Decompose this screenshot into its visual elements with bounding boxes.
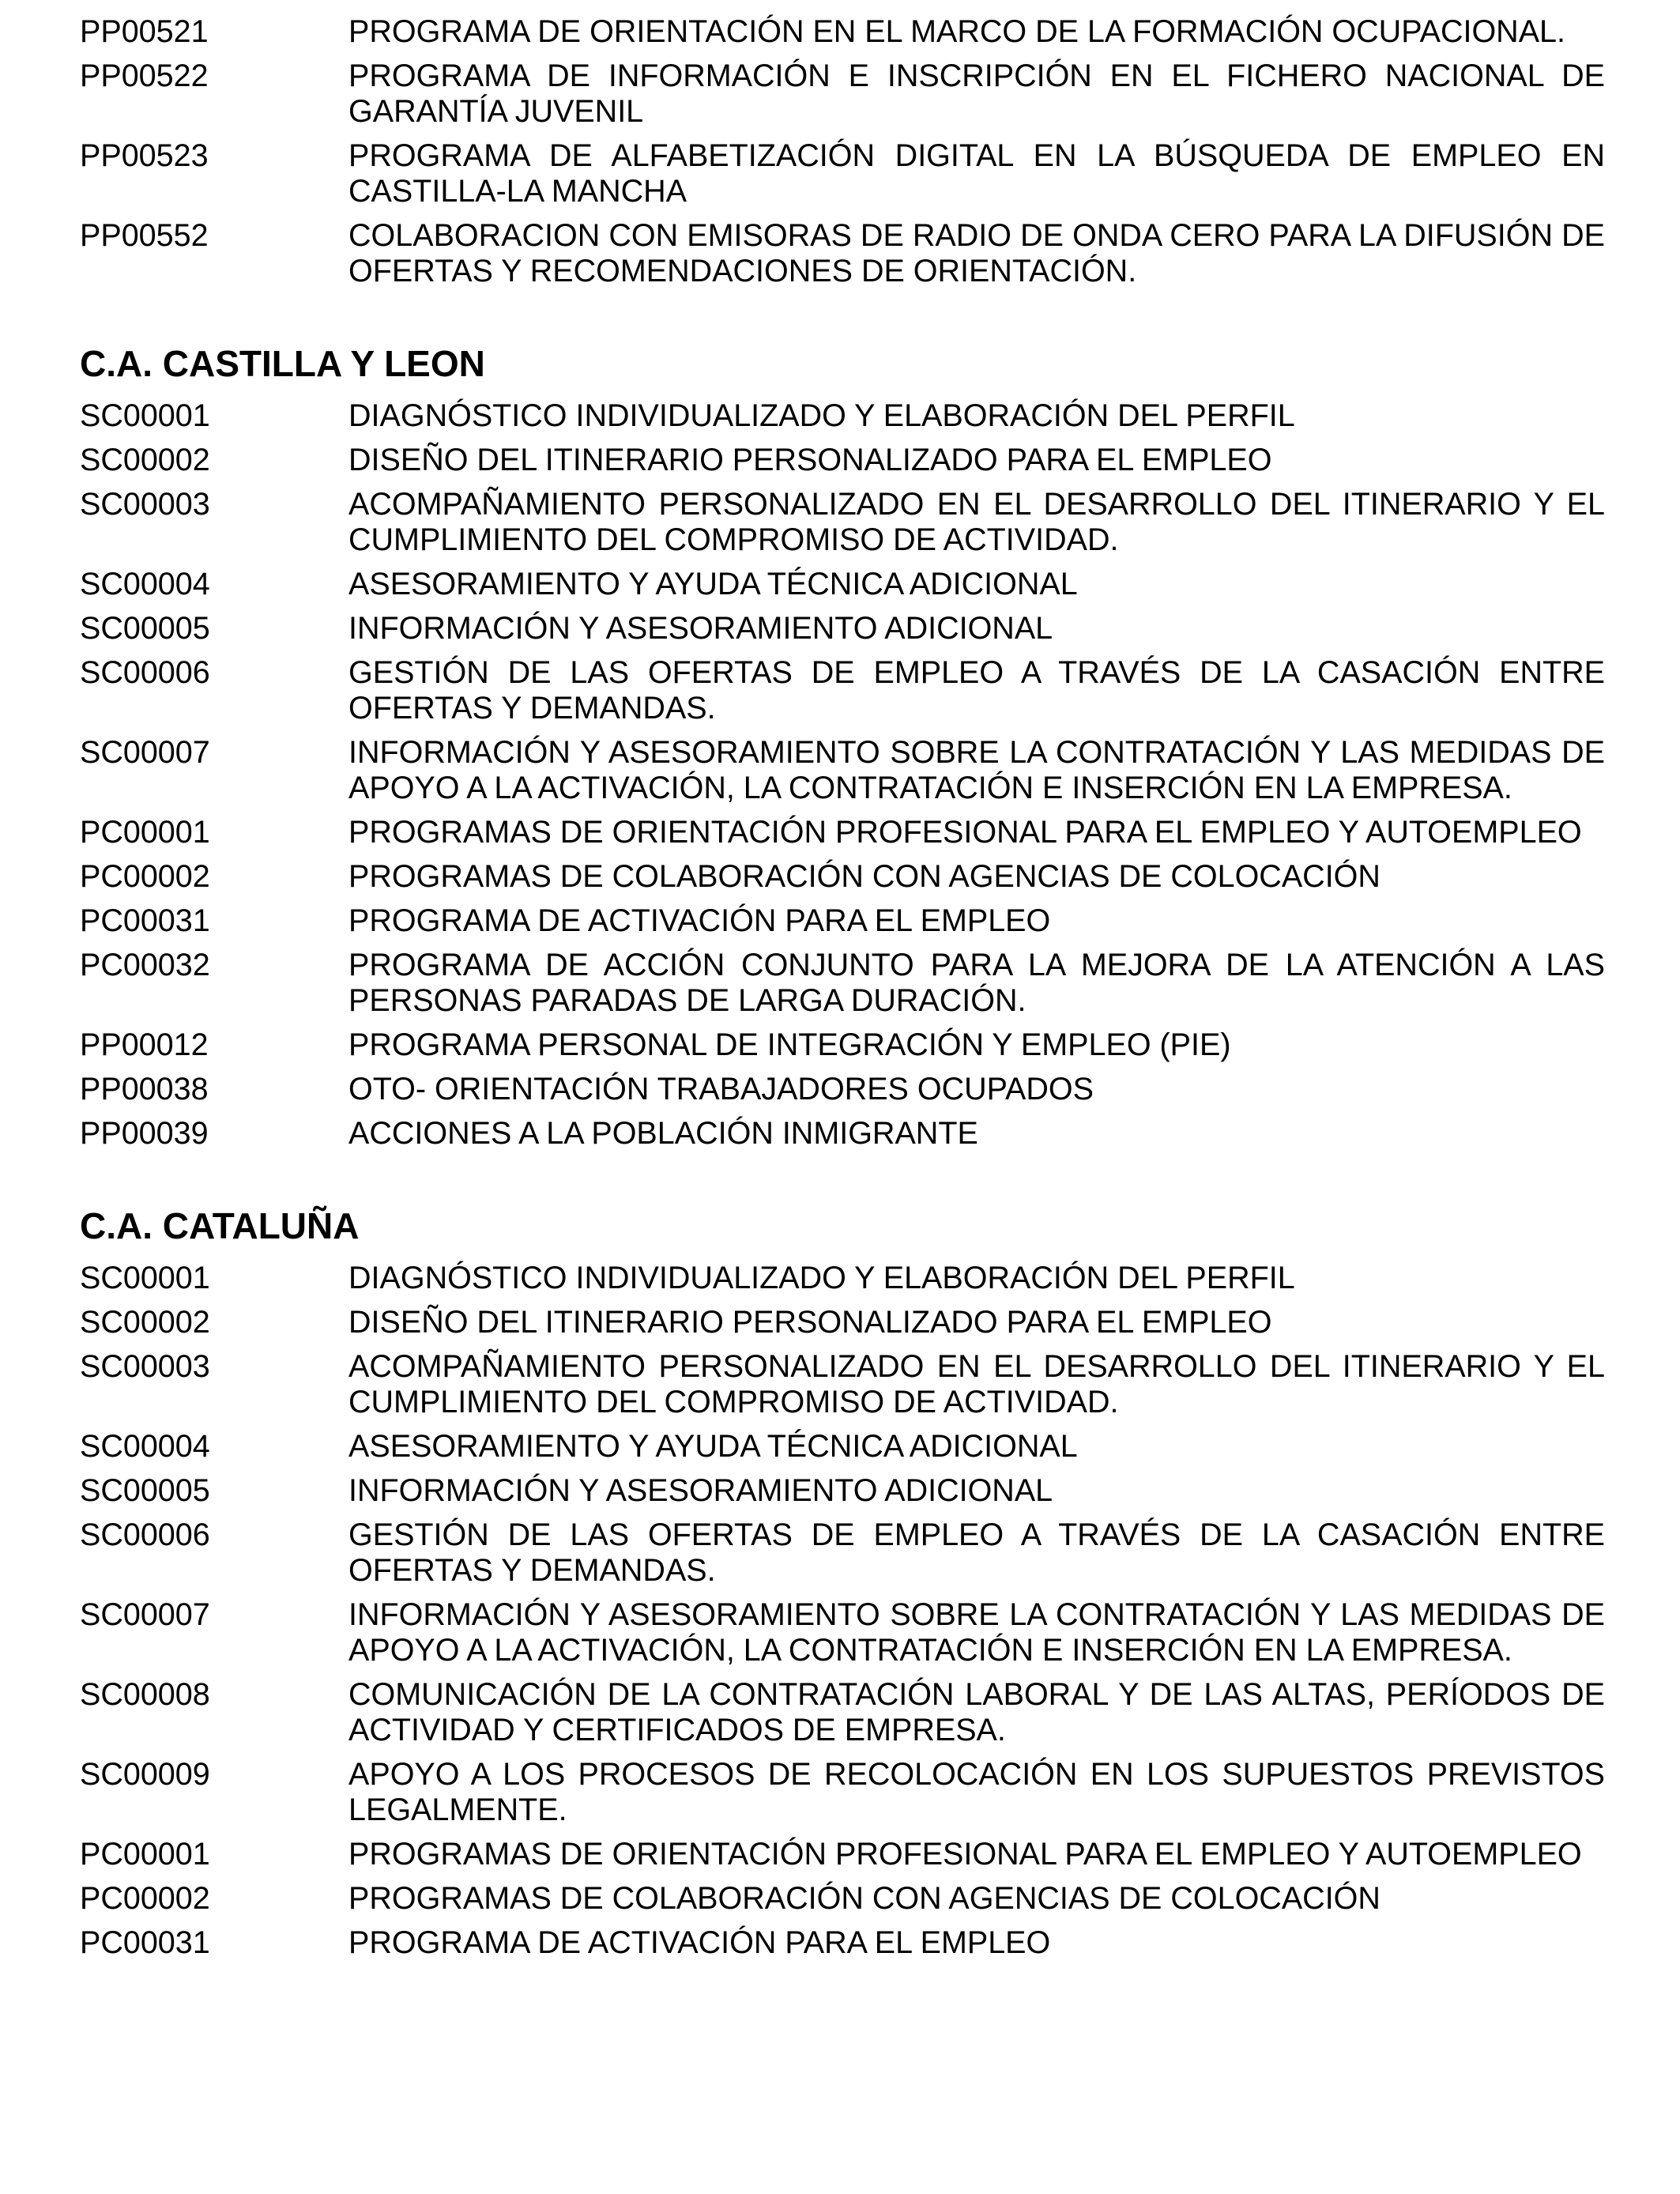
program-description: ASESORAMIENTO Y AYUDA TÉCNICA ADICIONAL xyxy=(348,1429,1078,1464)
program-description: ACCIONES A LA POBLACIÓN INMIGRANTE xyxy=(348,1116,978,1151)
program-description: PROGRAMA DE ACTIVACIÓN PARA EL EMPLEO xyxy=(348,1925,1051,1960)
program-description: ACOMPAÑAMIENTO PERSONALIZADO EN EL DESARROLLO DEL ITINERARIO Y EL CUMPLIMIENTO DEL COMPROMISO DE ACTIVIDAD. xyxy=(348,1349,1605,1419)
list-item xyxy=(80,1473,1605,1509)
program-description: ACOMPAÑAMIENTO PERSONALIZADO EN EL DESARROLLO DEL ITINERARIO Y EL CUMPLIMIENTO DEL COMPROMISO DE ACTIVIDAD. xyxy=(348,487,1605,557)
program-description: COMUNICACIÓN DE LA CONTRATACIÓN LABORAL Y DE LAS ALTAS, PERÍODOS DE ACTIVIDAD Y CERTIFICADOS DE EMPRESA. xyxy=(348,1677,1605,1747)
program-code: PP00012 xyxy=(80,1027,209,1062)
program-code: PC00001 xyxy=(80,815,210,850)
program-code: PC00002 xyxy=(80,859,210,894)
list-item xyxy=(80,1116,1605,1152)
section-cataluna xyxy=(80,1204,1605,1961)
program-code: SC00007 xyxy=(80,1597,210,1632)
program-code: SC00003 xyxy=(80,487,210,522)
list-item xyxy=(80,567,1605,602)
document-page xyxy=(80,14,1605,1970)
program-description: PROGRAMAS DE COLABORACIÓN CON AGENCIAS DE COLOCACIÓN xyxy=(348,1881,1381,1916)
program-code: PC00001 xyxy=(80,1837,210,1872)
program-description: COLABORACION CON EMISORAS DE RADIO DE ONDA CERO PARA LA DIFUSIÓN DE OFERTAS Y RECOMENDACIONES DE ORIENTACIÓN. xyxy=(348,218,1605,288)
list-item xyxy=(80,58,1605,130)
list-item xyxy=(80,1305,1605,1340)
program-code: PP00522 xyxy=(80,58,209,93)
program-description: PROGRAMAS DE ORIENTACIÓN PROFESIONAL PARA EL EMPLEO Y AUTOEMPLEO xyxy=(348,815,1582,850)
program-description: DIAGNÓSTICO INDIVIDUALIZADO Y ELABORACIÓN DEL PERFIL xyxy=(348,1261,1295,1295)
list-item xyxy=(80,1677,1605,1748)
list-item xyxy=(80,1597,1605,1668)
program-description: PROGRAMA DE ALFABETIZACIÓN DIGITAL EN LA BÚSQUEDA DE EMPLEO EN CASTILLA-LA MANCHA xyxy=(348,138,1605,209)
list-item xyxy=(80,1349,1605,1420)
program-code: SC00002 xyxy=(80,443,210,477)
program-description: DISEÑO DEL ITINERARIO PERSONALIZADO PARA EL EMPLEO xyxy=(348,1305,1272,1340)
list-item xyxy=(80,1837,1605,1872)
list-item xyxy=(80,487,1605,558)
program-code: PP00521 xyxy=(80,14,209,49)
section-heading: C.A. CASTILLA Y LEON xyxy=(80,343,485,384)
program-code: SC00003 xyxy=(80,1349,210,1384)
program-code: SC00001 xyxy=(80,398,210,433)
program-description: PROGRAMA DE ORIENTACIÓN EN EL MARCO DE LA FORMACIÓN OCUPACIONAL. xyxy=(348,14,1565,49)
list-item xyxy=(80,903,1605,939)
program-code: SC00002 xyxy=(80,1305,210,1340)
program-description: PROGRAMAS DE COLABORACIÓN CON AGENCIAS DE COLOCACIÓN xyxy=(348,859,1381,894)
program-code: SC00009 xyxy=(80,1757,210,1792)
program-description: GESTIÓN DE LAS OFERTAS DE EMPLEO A TRAVÉS DE LA CASACIÓN ENTRE OFERTAS Y DEMANDAS. xyxy=(348,655,1605,726)
program-code: SC00004 xyxy=(80,567,210,601)
program-code: SC00007 xyxy=(80,735,210,770)
program-description: PROGRAMA DE ACCIÓN CONJUNTO PARA LA MEJORA DE LA ATENCIÓN A LAS PERSONAS PARADAS DE LARGA DURACIÓN. xyxy=(348,948,1605,1018)
list-item xyxy=(80,1757,1605,1828)
section-castilla-y-leon xyxy=(80,341,1605,1152)
program-description: OTO- ORIENTACIÓN TRABAJADORES OCUPADOS xyxy=(348,1072,1094,1106)
list-item xyxy=(80,398,1605,434)
program-description: INFORMACIÓN Y ASESORAMIENTO ADICIONAL xyxy=(348,1473,1053,1508)
program-code: SC00008 xyxy=(80,1677,210,1712)
program-description: DISEÑO DEL ITINERARIO PERSONALIZADO PARA EL EMPLEO xyxy=(348,443,1272,477)
program-code: SC00001 xyxy=(80,1261,210,1295)
list-item xyxy=(80,948,1605,1019)
list-item xyxy=(80,138,1605,209)
program-description: INFORMACIÓN Y ASESORAMIENTO ADICIONAL xyxy=(348,611,1053,646)
program-code: PP00552 xyxy=(80,218,209,253)
program-description: PROGRAMA DE INFORMACIÓN E INSCRIPCIÓN EN EL FICHERO NACIONAL DE GARANTÍA JUVENIL xyxy=(348,58,1605,129)
program-code: PC00031 xyxy=(80,903,210,938)
list-item xyxy=(80,611,1605,647)
program-description: DIAGNÓSTICO INDIVIDUALIZADO Y ELABORACIÓN DEL PERFIL xyxy=(348,398,1295,433)
list-item xyxy=(80,735,1605,806)
list-item xyxy=(80,14,1605,50)
list-item xyxy=(80,218,1605,289)
list-item xyxy=(80,1429,1605,1465)
program-code: SC00005 xyxy=(80,611,210,646)
list-item xyxy=(80,1925,1605,1961)
list-item xyxy=(80,1027,1605,1063)
program-description: INFORMACIÓN Y ASESORAMIENTO SOBRE LA CONTRATACIÓN Y LAS MEDIDAS DE APOYO A LA ACTIVACIÓN, LA CONTRATACIÓN E INSERCIÓN EN LA EMPRESA. xyxy=(348,735,1605,805)
program-code: SC00006 xyxy=(80,1517,210,1552)
list-item xyxy=(80,1517,1605,1589)
list-item xyxy=(80,859,1605,895)
list-item xyxy=(80,815,1605,850)
program-code: PP00039 xyxy=(80,1116,209,1151)
program-description: INFORMACIÓN Y ASESORAMIENTO SOBRE LA CONTRATACIÓN Y LAS MEDIDAS DE APOYO A LA ACTIVACIÓN, LA CONTRATACIÓN E INSERCIÓN EN LA EMPRESA. xyxy=(348,1597,1605,1668)
program-code: SC00006 xyxy=(80,655,210,690)
program-description: PROGRAMAS DE ORIENTACIÓN PROFESIONAL PARA EL EMPLEO Y AUTOEMPLEO xyxy=(348,1837,1582,1872)
list-item xyxy=(80,1261,1605,1296)
program-code: PP00523 xyxy=(80,138,209,173)
list-item xyxy=(80,1072,1605,1107)
program-description: GESTIÓN DE LAS OFERTAS DE EMPLEO A TRAVÉS DE LA CASACIÓN ENTRE OFERTAS Y DEMANDAS. xyxy=(348,1517,1605,1588)
program-code: PP00038 xyxy=(80,1072,209,1106)
list-item xyxy=(80,655,1605,726)
program-code: PC00002 xyxy=(80,1881,210,1916)
list-item xyxy=(80,443,1605,478)
section-heading: C.A. CATALUÑA xyxy=(80,1205,360,1246)
program-code: SC00005 xyxy=(80,1473,210,1508)
program-description: PROGRAMA PERSONAL DE INTEGRACIÓN Y EMPLEO (PIE) xyxy=(348,1027,1231,1062)
program-description: ASESORAMIENTO Y AYUDA TÉCNICA ADICIONAL xyxy=(348,567,1078,601)
program-code: PC00031 xyxy=(80,1925,210,1960)
program-code: SC00004 xyxy=(80,1429,210,1464)
program-code: PC00032 xyxy=(80,948,210,982)
program-description: PROGRAMA DE ACTIVACIÓN PARA EL EMPLEO xyxy=(348,903,1051,938)
list-item xyxy=(80,1881,1605,1917)
section-castilla-la-mancha-continued xyxy=(80,14,1605,289)
program-description: APOYO A LOS PROCESOS DE RECOLOCACIÓN EN LOS SUPUESTOS PREVISTOS LEGALMENTE. xyxy=(348,1757,1605,1827)
